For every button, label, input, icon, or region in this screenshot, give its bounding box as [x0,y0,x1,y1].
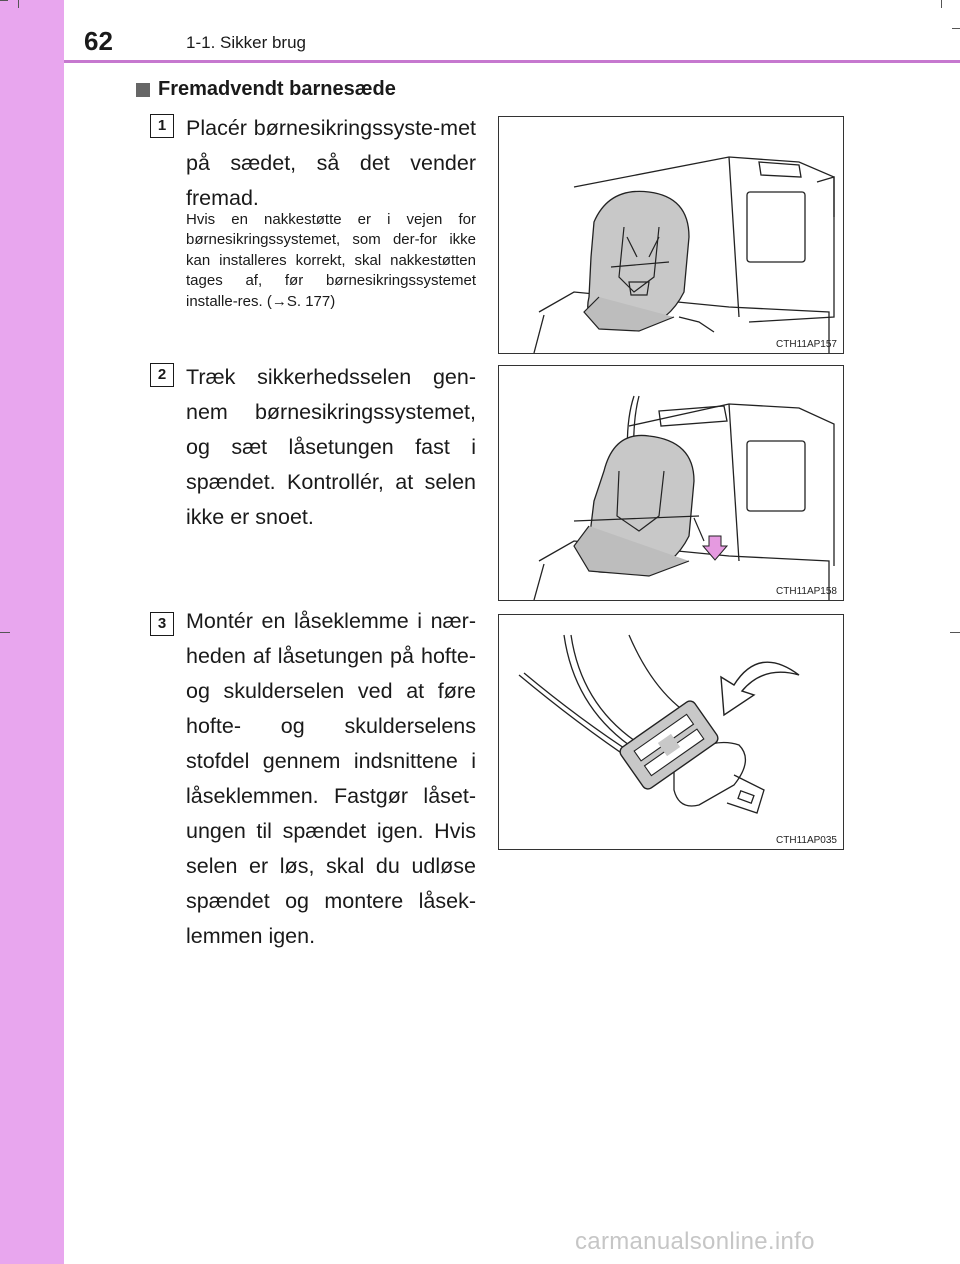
step-1-note: Hvis en nakkestøtte er i vejen for børnesikringssystemet, som der-for ikke kan installeres korrekt, skal nakkestøtten tages af, før børnesikringssystemet installe-res. (→S. 177) [186,211,476,310]
crop-mark [941,0,942,8]
figure-locking-clip [498,614,844,850]
step-2-text: Træk sikkerhedsselen gen-nem børnesikringssystemet, og sæt låsetungen fast i spændet. Kontrollér, at selen ikke er snoet. [186,365,476,529]
figure-code: CTH11AP157 [776,339,837,350]
figure-code: CTH11AP035 [776,835,837,846]
page-number: 62 [84,26,113,56]
locking-clip-illustration [499,615,843,849]
child-seat-illustration [499,117,843,353]
figure-child-seat-placed [498,116,844,354]
step-number-2: 2 [150,363,174,387]
watermark: carmanualsonline.info [575,1228,815,1255]
step-number-3: 3 [150,612,174,636]
locking-clip-shape [618,699,720,792]
crop-mark [18,0,19,8]
square-bullet-icon [136,83,150,97]
section-heading [136,78,396,101]
crop-mark [952,28,960,29]
belt-routing-illustration [499,366,843,600]
step-1-text: Placér børnesikringssyste-met på sædet, så det vender fremad. [186,116,476,210]
header-rule [64,60,960,63]
step-3-text: Montér en låseklemme i nær-heden af låsetungen på hofte- og skulderselen ved at føre hofte- og skulderselens stofdel gennem indsnittene i låseklemmen. Fastgør låset-ungen til spændet igen. Hvis selen er løs, skal du udløse spændet og montere låsek-lemmen igen. [186,609,476,948]
crop-mark [950,632,960,633]
chapter-title: 1-1. Sikker brug [186,33,306,52]
figure-belt-routing [498,365,844,601]
figure-code: CTH11AP158 [776,586,837,597]
arrow-down-icon [703,536,727,560]
section-title: Fremadvendt barnesæde [158,78,396,100]
curved-arrow-icon [721,662,799,715]
crop-mark [0,632,10,633]
step-number-1: 1 [150,114,174,138]
crop-mark [0,0,8,1]
